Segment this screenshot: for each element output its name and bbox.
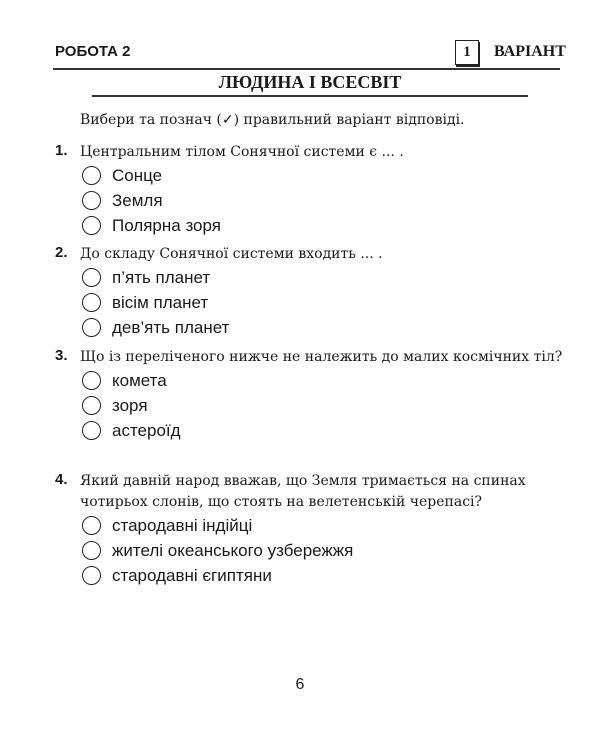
answer-option[interactable] (82, 290, 565, 315)
radio-circle-icon[interactable] (82, 541, 101, 560)
answer-option[interactable] (82, 265, 565, 290)
radio-circle-icon[interactable] (82, 318, 101, 337)
question-number: 4. (55, 471, 68, 488)
option-label: астероїд (112, 420, 181, 440)
option-label: дев’ять планет (112, 317, 230, 337)
option-label: Полярна зоря (112, 215, 221, 235)
option-label: стародавні єгиптяни (112, 565, 272, 585)
question-4 (55, 471, 565, 588)
question-number: 1. (55, 142, 68, 159)
work-label: РОБОТА 2 (55, 43, 131, 60)
question-number: 2. (55, 244, 68, 261)
option-label: Сонце (112, 165, 163, 185)
answer-option[interactable] (82, 213, 565, 238)
radio-circle-icon[interactable] (82, 396, 101, 415)
answer-option[interactable] (82, 368, 565, 393)
option-label: стародавні індійці (112, 515, 253, 535)
instruction: Вибери та познач (✓) правильний варіант відповіді. (80, 112, 465, 128)
radio-circle-icon[interactable] (82, 216, 101, 235)
question-3 (55, 347, 565, 443)
option-label: жителі океанського узбережжя (112, 540, 354, 560)
radio-circle-icon[interactable] (82, 293, 101, 312)
page-title: ЛЮДИНА І ВСЕСВІТ (218, 72, 402, 92)
answer-option[interactable] (82, 188, 565, 213)
option-label: п’ять планет (112, 267, 211, 287)
page-number: 6 (295, 676, 305, 693)
radio-circle-icon[interactable] (82, 166, 101, 185)
answer-option[interactable] (82, 563, 565, 588)
question-text: До складу Сонячної системи входить ... . (80, 246, 383, 262)
answer-option[interactable] (82, 315, 565, 340)
radio-circle-icon[interactable] (82, 191, 101, 210)
option-label: комета (112, 370, 167, 390)
header-divider (53, 68, 560, 70)
answer-option[interactable] (82, 418, 565, 443)
option-label: зоря (112, 395, 148, 415)
radio-circle-icon[interactable] (82, 268, 101, 287)
variant-number-box: 1 (455, 40, 479, 65)
answer-option[interactable] (82, 163, 565, 188)
question-number: 3. (55, 347, 68, 364)
answer-option[interactable] (82, 538, 565, 563)
question-text: Який давній народ вважав, що Земля тримається на спинах чотирьох слонів, що стоять на велетенській черепасі? (80, 473, 526, 510)
question-text: Що із переліченого нижче не належить до малих космічних тіл? (80, 349, 563, 365)
question-1 (55, 142, 565, 238)
radio-circle-icon[interactable] (82, 371, 101, 390)
question-text: Центральним тілом Сонячної системи є ... . (80, 144, 404, 160)
question-2 (55, 244, 565, 340)
radio-circle-icon[interactable] (82, 516, 101, 535)
option-label: Земля (112, 190, 163, 210)
variant-label: ВАРІАНТ (494, 43, 566, 60)
radio-circle-icon[interactable] (82, 566, 101, 585)
title-underline (92, 95, 528, 97)
answer-option[interactable] (82, 513, 565, 538)
answer-option[interactable] (82, 393, 565, 418)
option-label: вісім планет (112, 292, 209, 312)
radio-circle-icon[interactable] (82, 421, 101, 440)
